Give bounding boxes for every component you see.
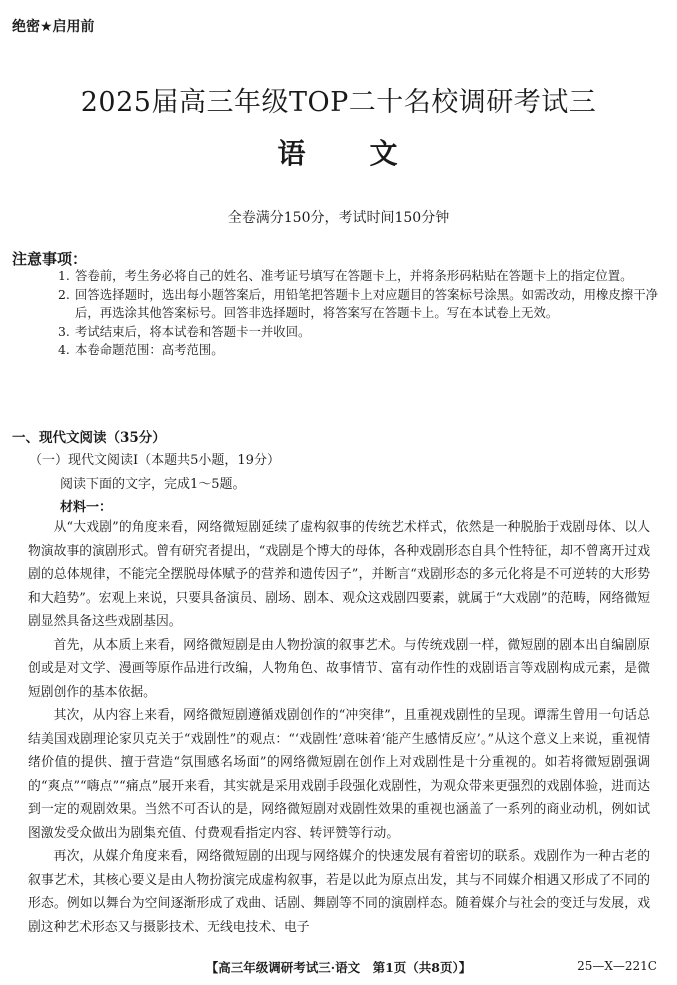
exam-code: 25—X—221C xyxy=(577,959,657,973)
confidential-label: 绝密★启用前 xyxy=(12,19,95,35)
sub-section-heading: （一）现代文阅读Ⅰ（本题共5小题，19分） xyxy=(29,453,280,468)
passage-paragraph: 从“大戏剧”的角度来看，网络微短剧延续了虚构叙事的传统艺术样式，依然是一种脱胎于戏剧母体、以人物演故事的演剧形式。曾有研究者提出，“戏剧是个博大的母体，各种戏剧形态自具个性特征，却不曾离开过戏剧的总体规律，不能完全摆脱母体赋予的营养和遗传因子”，并断言“戏剧形态的多元化将是不可逆转的大形势和大趋势”。宏观上来说，只要具备演员、剧场、剧本、观众这戏剧四要素，就属于“大戏剧”的范畴，网络微短剧显然具备这些戏剧基因。 xyxy=(28,520,650,629)
reading-instruction: 阅读下面的文字，完成1～5题。 xyxy=(60,477,246,492)
exam-title: 2025届高三年级TOP二十名校调研考试三 xyxy=(80,87,597,118)
section-heading: 一、现代文阅读（35分） xyxy=(12,430,166,446)
exam-info: 全卷满分150分，考试时间150分钟 xyxy=(227,210,450,226)
notice-item: 3. 考试结束后，将本试卷和答题卡一并收回。 xyxy=(58,323,311,339)
notice-item: 2. 回答选择题时，选出每小题答案后，用铅笔把答题卡上对应题目的答案标号涂黑。如需改动，用橡皮擦干净后，再选涂其他答案标号。回答非选择题时，将答案写在答题卡上。写在本试卷上无效。 xyxy=(58,286,658,321)
material-label: 材料一： xyxy=(60,500,113,515)
notice-heading: 注意事项： xyxy=(12,250,88,268)
subject-char-second: 文 xyxy=(369,137,400,170)
notice-item: 4. 本卷命题范围：高考范围。 xyxy=(58,342,224,358)
subject-title xyxy=(0,132,677,172)
subject-char-first: 语 xyxy=(277,137,308,170)
notice-list xyxy=(58,267,658,360)
reading-passage xyxy=(28,516,650,939)
passage-paragraph: 首先，从本质上来看，网络微短剧是由人物扮演的叙事艺术。与传统戏剧一样，微短剧的剧本出自编剧原创或是对文学、漫画等原作品进行改编，人物角色、故事情节、富有动作性的戏剧语言等戏剧构成元素，是微短剧创作的基本依据。 xyxy=(28,637,650,700)
page-footer: 【高三年级调研考试三·语文 第1页（共8页）】 xyxy=(205,960,472,975)
passage-paragraph: 其次，从内容上来看，网络微短剧遵循戏剧创作的“冲突律”，且重视戏剧性的呈现。谭霈生曾用一句话总结美国戏剧理论家贝克关于“戏剧性”的观点：“‘戏剧性’意味着‘能产生感情反应’。”从这个意义上来说，重视情绪价值的提供、擅于营造“氛围感名场面”的网络微短剧在创作上对戏剧性是十分重视的。如若将微短剧强调的“爽点”“嗨点”“痛点”展开来看，其实就是采用戏剧手段强化戏剧性，为观众带来更强烈的戏剧体验，进而达到一定的观剧效果。当然不可否认的是，网络微短剧对戏剧性效果的重视也涵盖了一系列的商业动机，例如试图激发受众做出为剧集充值、付费观看指定内容、转评赞等行动。 xyxy=(28,708,650,841)
passage-paragraph: 再次，从媒介角度来看，网络微短剧的出现与网络媒介的快速发展有着密切的联系。戏剧作为一种古老的叙事艺术，其核心要义是由人物扮演完成虚构叙事，若是以此为原点出发，其与不同媒介相遇又形成了不同的形态。例如以舞台为空间逐渐形成了戏曲、话剧、舞剧等不同的演剧样态。随着媒介与社会的变迁与发展，戏剧这种艺术形态又与摄影技术、无线电技术、电子 xyxy=(28,849,650,935)
notice-item: 1. 答卷前，考生务必将自己的姓名、准考证号填写在答题卡上，并将条形码粘贴在答题卡上的指定位置。 xyxy=(58,268,633,283)
